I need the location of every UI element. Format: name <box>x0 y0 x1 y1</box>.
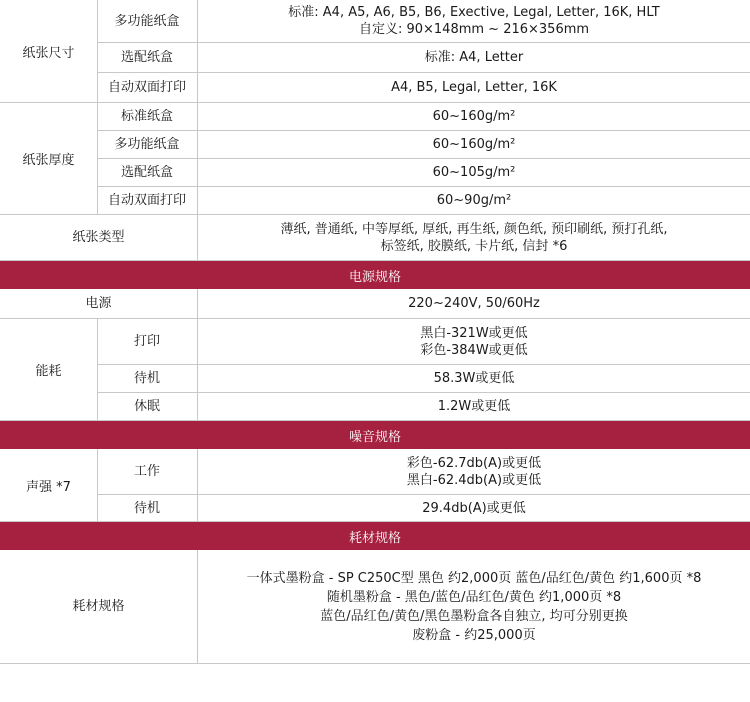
row-value: 标准: A4, A5, A6, B5, B6, Exective, Legal, Letter, 16K, HLT 自定义: 90×148mm ~ 216×356mm <box>288 5 660 37</box>
row-name: 待机 <box>133 500 160 516</box>
row-value: 60~90g/m² <box>436 193 512 208</box>
supplies-value: 一体式墨粉盒 - SP C250C型 黑色 约2,000页 蓝色/品红色/黄色 约1,600页 *8 随机墨粉盒 - 黑色/蓝色/品红色/黄色 约1,000页 *8 蓝色/品红色/黄色/黑色墨粉盒各自独立, 均可分别更换 废粉盒 - 约25,000页 <box>246 570 702 643</box>
row-name: 休眠 <box>133 399 160 414</box>
paper-type-label: 纸张类型 <box>72 230 125 245</box>
row-name: 工作 <box>133 464 160 479</box>
supplies-row <box>0 550 750 664</box>
noise-row-standby <box>97 495 750 522</box>
power-row <box>0 289 750 319</box>
row-name: 多功能纸盒 <box>114 137 180 152</box>
paper-type-value: 薄纸, 普通纸, 中等厚纸, 厚纸, 再生纸, 颜色纸, 预印刷纸, 预打孔纸, 标签纸, 胶膜纸, 卡片纸, 信封 *6 <box>280 221 668 254</box>
row-name: 标准纸盒 <box>120 109 173 124</box>
power-value: 220~240V, 50/60Hz <box>408 296 540 311</box>
paper-weight-row <box>97 187 750 215</box>
supplies-label: 耗材规格 <box>72 599 125 614</box>
consumption-row-standby <box>97 365 750 393</box>
paper-size-row-multi <box>97 0 750 43</box>
paper-size-label: 纸张尺寸 <box>0 0 97 103</box>
section-header-supplies: 耗材规格 <box>0 522 750 550</box>
row-value: 1.2W或更低 <box>437 399 511 414</box>
row-name: 选配纸盒 <box>120 50 173 65</box>
row-name: 自动双面打印 <box>107 193 186 208</box>
row-value: 60~105g/m² <box>432 165 516 180</box>
row-name: 待机 <box>133 371 160 386</box>
row-value: 29.4db(A)或更低 <box>422 500 526 516</box>
row-value: 黑白-321W或更低 彩色-384W或更低 <box>420 325 528 358</box>
consumption-row-sleep <box>97 393 750 421</box>
paper-weight-row <box>97 159 750 187</box>
power-label: 电源 <box>85 296 112 311</box>
consumption-label: 能耗 <box>0 319 97 421</box>
paper-weight-row <box>97 131 750 159</box>
row-name: 自动双面打印 <box>107 80 186 95</box>
paper-weight-row <box>97 103 750 131</box>
row-value: 60~160g/m² <box>432 137 516 152</box>
row-value: A4, B5, Legal, Letter, 16K <box>391 80 557 95</box>
paper-weight-label: 纸张厚度 <box>0 103 97 215</box>
noise-row-working <box>97 449 750 495</box>
paper-size-row-duplex <box>97 73 750 103</box>
row-name: 打印 <box>133 334 160 349</box>
row-value: 标准: A4, Letter <box>424 50 524 65</box>
section-header-power: 电源规格 <box>0 261 750 289</box>
row-name: 选配纸盒 <box>120 165 173 180</box>
row-value: 58.3W或更低 <box>433 371 515 386</box>
noise-label: 声强 *7 <box>0 449 97 522</box>
paper-size-row-optional <box>97 43 750 73</box>
section-header-noise: 噪音规格 <box>0 421 750 449</box>
paper-type-row <box>0 215 750 261</box>
row-value: 彩色-62.7db(A)或更低 黑白-62.4db(A)或更低 <box>406 455 542 488</box>
row-name: 多功能纸盒 <box>114 13 180 29</box>
consumption-row-print <box>97 319 750 365</box>
row-value: 60~160g/m² <box>432 109 516 124</box>
